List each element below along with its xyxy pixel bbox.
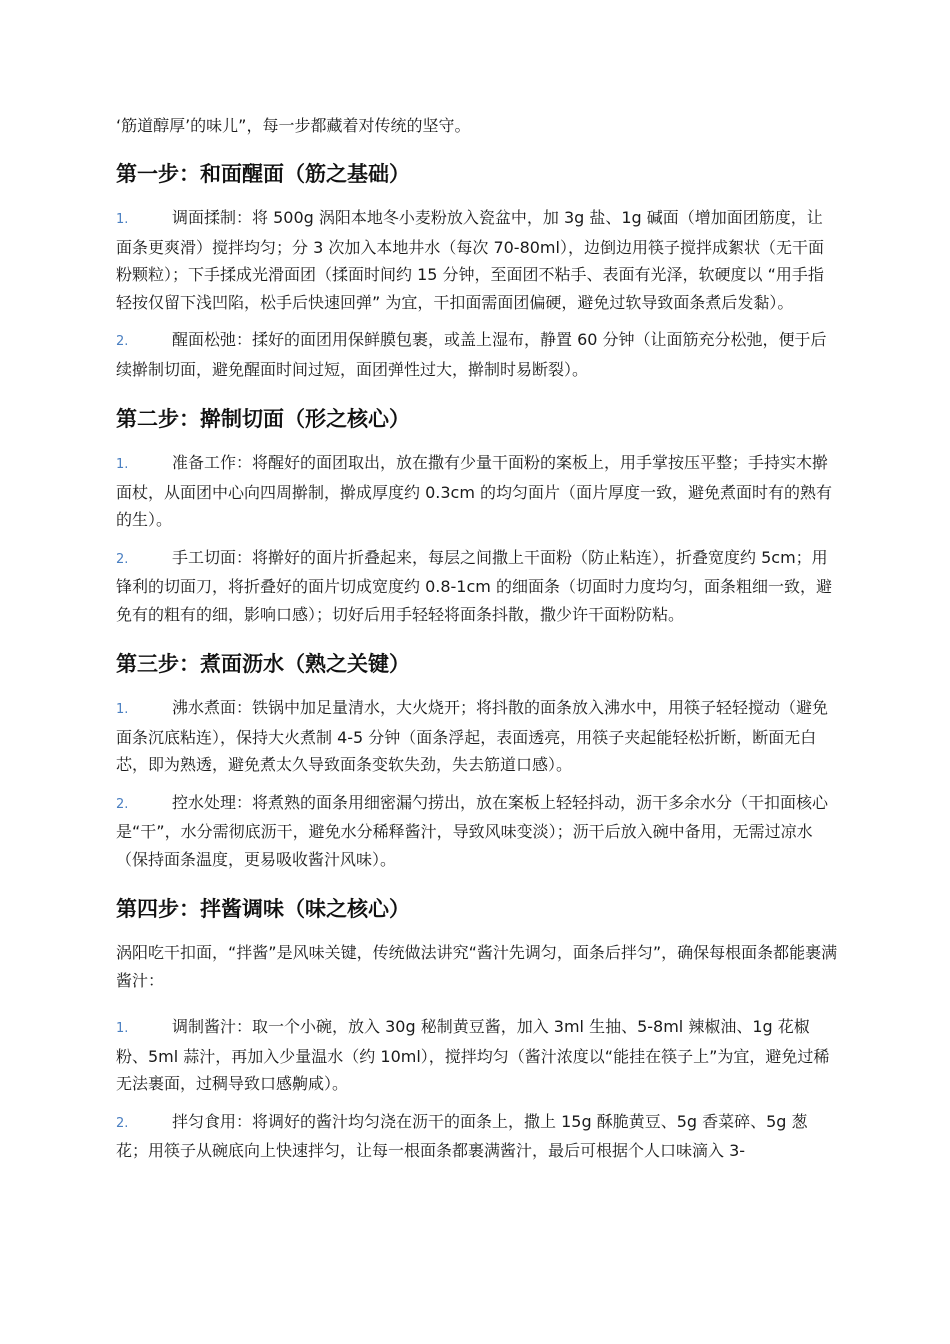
list-number: 2. <box>116 796 129 812</box>
list-number: 2. <box>116 334 129 349</box>
step-3-heading: 第三步：煮面沥水（熟之关键） <box>116 652 410 676</box>
list-item-text: 调面揉制：将 500g 涡阳本地冬小麦粉放入瓷盆中，加 3g 盐、1g 碱面（增加面团筋度，让面条更爽滑）搅拌均匀；分 3 次加入本地井水（每次 70-80ml），边倒边用筷子搅拌成絮状（无干面粉颗粒）；下手揉成光滑面团（揉面时间约 15 分钟，至面团不粘手、表面有光泽，软硬度以 “用手指轻按仅留下浅凹陷，松手后快速回弹” 为宜，干扣面需面团偏硬，避免过软导致面条煮后发黏）。 <box>116 208 824 312</box>
list-item-text: 准备工作：将醒好的面团取出，放在撒有少量干面粉的案板上，用手掌按压平整；手持实木擀面杖，从面团中心向四周擀制，擀成厚度约 0.3cm 的均匀面片（面片厚度一致，避免煮面时有的熟有的生）。 <box>116 453 833 529</box>
list-number: 1. <box>116 1021 129 1036</box>
list-item <box>116 694 838 779</box>
step-3-section <box>116 648 838 873</box>
list-item <box>116 204 838 316</box>
list-item-text: 调制酱汁：取一个小碗，放入 30g 秘制黄豆酱，加入 3ml 生抽、5-8ml 辣椒油、1g 花椒粉、5ml 蒜汁，再加入少量温水（约 10ml），搅拌均匀（酱汁浓度以“能挂在筷子上”为宜，避免过稀无法裹面，过稠导致口感齁咸）。 <box>116 1017 830 1093</box>
step-2-heading: 第二步：擀制切面（形之核心） <box>116 407 410 431</box>
step-2-section <box>116 403 838 628</box>
step-1-heading: 第一步：和面醒面（筋之基础） <box>116 162 410 186</box>
list-item <box>116 1013 838 1098</box>
list-item-text: 控水处理：将煮熟的面条用细密漏勺捞出，放在案板上轻轻抖动，沥干多余水分（干扣面核心是“干”，水分需彻底沥干，避免水分稀释酱汁，导致风味变淡）；沥干后放入碗中备用，无需过凉水（保持面条温度，更易吸收酱汁风味）。 <box>116 792 829 869</box>
list-item <box>116 544 838 629</box>
list-number: 1. <box>116 457 129 472</box>
list-item-text: 手工切面：将擀好的面片折叠起来，每层之间撒上干面粉（防止粘连），折叠宽度约 5cm；用锋利的切面刀，将折叠好的面片切成宽度约 0.8-1cm 的细面条（切面时力度均匀，面条粗细一致，避免有的粗有的细，影响口感）；切好后用手轻轻将面条抖散，撒少许干面粉防粘。 <box>116 547 832 624</box>
list-item <box>116 326 838 383</box>
list-item <box>116 1108 838 1165</box>
document-page <box>116 112 838 1175</box>
step-4-lead: 涡阳吃干扣面，“拌酱”是风味关键，传统做法讲究“酱汁先调匀，面条后拌匀”，确保每根面条都能裹满酱汁： <box>116 943 838 990</box>
intro-text: ‘筋道醇厚’的味儿”，每一步都藏着对传统的坚守。 <box>116 116 471 135</box>
step-4-section <box>116 893 838 1165</box>
list-item-text: 醒面松弛：揉好的面团用保鲜膜包裹，或盖上湿布，静置 60 分钟（让面筋充分松弛，便于后续擀制切面，避免醒面时间过短，面团弹性过大，擀制时易断裂）。 <box>116 330 827 379</box>
list-item-text: 拌匀食用：将调好的酱汁均匀浇在沥干的面条上，撒上 15g 酥脆黄豆、5g 香菜碎、5g 葱花；用筷子从碗底向上快速拌匀，让每一根面条都裹满酱汁，最后可根据个人口味滴入 3- <box>116 1111 808 1160</box>
list-number: 1. <box>116 702 129 717</box>
list-number: 2. <box>116 1115 129 1131</box>
step-1-section <box>116 158 838 383</box>
step-4-heading: 第四步：拌酱调味（味之核心） <box>116 897 410 921</box>
list-number: 2. <box>116 551 129 567</box>
list-item <box>116 789 838 874</box>
list-item-text: 沸水煮面：铁锅中加足量清水，大火烧开；将抖散的面条放入沸水中，用筷子轻轻搅动（避免面条沉底粘连），保持大火煮制 4-5 分钟（面条浮起，表面透亮，用筷子夹起能轻松折断，断面无白芯，即为熟透，避免煮太久导致面条变软失劲，失去筋道口感）。 <box>116 698 829 774</box>
list-number: 1. <box>116 212 129 227</box>
list-item <box>116 449 838 534</box>
